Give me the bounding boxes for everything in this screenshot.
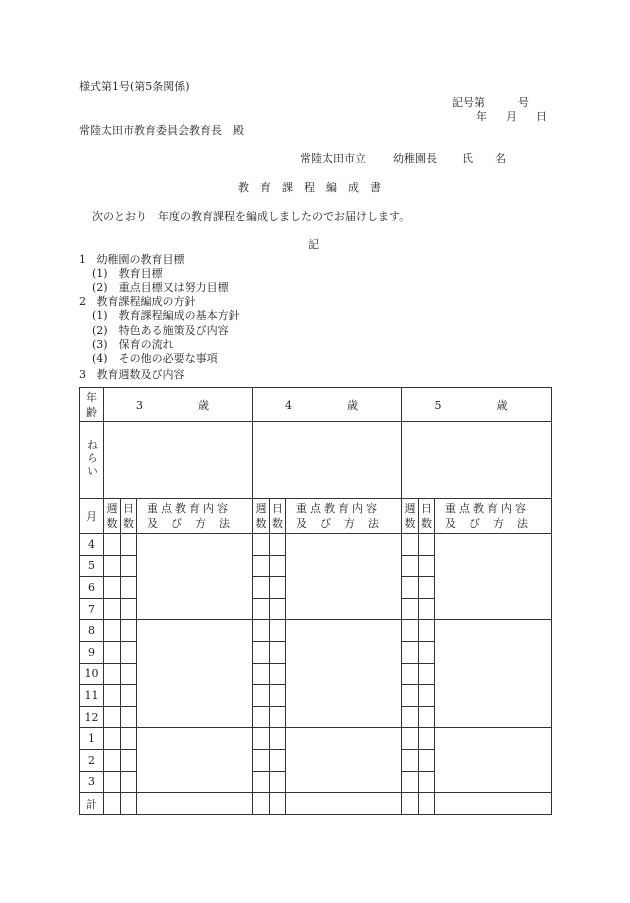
month-cell bbox=[80, 685, 104, 707]
weeks-cell[interactable] bbox=[402, 598, 419, 620]
content-header-line1: 重点教育内容 bbox=[147, 502, 231, 515]
aims-3-cell[interactable] bbox=[104, 422, 253, 499]
section-number: 2 bbox=[79, 295, 86, 308]
weeks-cell[interactable] bbox=[253, 641, 270, 663]
weeks-cell[interactable] bbox=[104, 620, 121, 642]
content-cell[interactable] bbox=[137, 620, 253, 728]
intro-text: 次のとおり 年度の教育課程を編成しましたのでお届けします。 bbox=[92, 210, 411, 223]
sender-school: 幼稚園長 bbox=[393, 152, 437, 165]
month-cell bbox=[80, 771, 104, 793]
month-row bbox=[80, 728, 552, 750]
section-heading: 教育週数及び内容 bbox=[96, 368, 185, 381]
weeks-cell[interactable] bbox=[253, 555, 270, 577]
total-row bbox=[80, 793, 552, 815]
days-cell[interactable] bbox=[419, 728, 435, 750]
age-5-cell bbox=[402, 388, 552, 422]
aims-row bbox=[80, 422, 552, 499]
section-item: (2) 特色ある施策及び内容 bbox=[92, 324, 229, 337]
section-item: (1) 教育目標 bbox=[92, 267, 163, 280]
month-cell bbox=[80, 598, 104, 620]
month-cell bbox=[80, 555, 104, 577]
days-cell[interactable] bbox=[419, 685, 435, 707]
days-cell[interactable] bbox=[419, 555, 435, 577]
weeks-cell[interactable] bbox=[253, 620, 270, 642]
content-header-line1: 重点教育内容 bbox=[296, 502, 381, 515]
age-5-label: 5 歳 bbox=[434, 398, 519, 412]
month-label: 6 bbox=[88, 580, 95, 594]
aims-header: ねらい bbox=[85, 439, 99, 478]
days-cell[interactable] bbox=[270, 620, 286, 642]
weeks-cell[interactable] bbox=[253, 728, 270, 750]
weeks-total-cell[interactable] bbox=[104, 793, 121, 815]
days-cell[interactable] bbox=[419, 771, 435, 793]
days-header: 日数 bbox=[272, 502, 284, 530]
month-label: 11 bbox=[84, 688, 99, 702]
days-cell[interactable] bbox=[121, 534, 137, 556]
days-cell[interactable] bbox=[270, 685, 286, 707]
date-line: 年 月 日 bbox=[476, 110, 551, 123]
weeks-cell[interactable] bbox=[402, 555, 419, 577]
days-cell[interactable] bbox=[419, 749, 435, 771]
age-3-label: 3 歳 bbox=[136, 398, 220, 412]
age-row bbox=[80, 388, 552, 422]
days-cell[interactable] bbox=[270, 641, 286, 663]
section-item: (3) 保育の流れ bbox=[92, 338, 174, 351]
weeks-cell[interactable] bbox=[253, 598, 270, 620]
weeks-cell[interactable] bbox=[402, 641, 419, 663]
month-label: 3 bbox=[88, 775, 95, 789]
month-label: 9 bbox=[88, 645, 95, 659]
month-row bbox=[80, 620, 552, 642]
weeks-cell[interactable] bbox=[402, 620, 419, 642]
total-cell bbox=[80, 793, 104, 815]
month-label: 4 bbox=[88, 537, 95, 551]
weeks-cell[interactable] bbox=[402, 534, 419, 556]
section-heading: 教育課程編成の方針 bbox=[96, 295, 196, 308]
weeks-cell[interactable] bbox=[104, 641, 121, 663]
days-cell[interactable] bbox=[270, 577, 286, 599]
days-cell[interactable] bbox=[121, 620, 137, 642]
section-item: (2) 重点目標又は努力目標 bbox=[92, 281, 229, 294]
days-cell[interactable] bbox=[121, 555, 137, 577]
month-label: 2 bbox=[88, 753, 95, 767]
days-cell[interactable] bbox=[270, 555, 286, 577]
content-cell[interactable] bbox=[137, 534, 253, 620]
days-cell[interactable] bbox=[270, 749, 286, 771]
month-label: 8 bbox=[88, 624, 95, 638]
days-cell[interactable] bbox=[419, 620, 435, 642]
weeks-cell[interactable] bbox=[104, 663, 121, 685]
days-cell[interactable] bbox=[121, 749, 137, 771]
age-3-cell bbox=[104, 388, 253, 422]
weeks-cell[interactable] bbox=[104, 534, 121, 556]
form-number: 様式第1号(第5条関係) bbox=[79, 80, 190, 93]
days-cell[interactable] bbox=[270, 771, 286, 793]
days-cell[interactable] bbox=[270, 598, 286, 620]
days-cell[interactable] bbox=[419, 598, 435, 620]
age-header-cell bbox=[80, 388, 104, 422]
days-cell[interactable] bbox=[121, 598, 137, 620]
days-cell[interactable] bbox=[270, 534, 286, 556]
content-cell[interactable] bbox=[435, 534, 552, 620]
weeks-header: 週数 bbox=[106, 502, 118, 530]
content-cell[interactable] bbox=[286, 728, 402, 793]
weeks-header: 週数 bbox=[404, 502, 416, 530]
content-cell[interactable] bbox=[286, 534, 402, 620]
days-cell[interactable] bbox=[121, 685, 137, 707]
record-number: 記号第 号 bbox=[452, 96, 529, 109]
weeks-cell[interactable] bbox=[402, 771, 419, 793]
weeks-cell[interactable] bbox=[253, 663, 270, 685]
age-header: 年齢 bbox=[86, 390, 97, 419]
weeks-cell[interactable] bbox=[104, 749, 121, 771]
sender-name: 氏 名 bbox=[462, 152, 506, 165]
weeks-cell[interactable] bbox=[104, 685, 121, 707]
month-label: 1 bbox=[88, 732, 95, 746]
weeks-cell[interactable] bbox=[402, 728, 419, 750]
weeks-cell[interactable] bbox=[104, 598, 121, 620]
aims-5-cell[interactable] bbox=[402, 422, 552, 499]
month-cell bbox=[80, 749, 104, 771]
days-total-cell[interactable] bbox=[121, 793, 137, 815]
content-cell[interactable] bbox=[435, 620, 552, 728]
days-cell[interactable] bbox=[121, 706, 137, 728]
days-cell[interactable] bbox=[419, 577, 435, 599]
content-total-cell[interactable] bbox=[137, 793, 253, 815]
weeks-cell[interactable] bbox=[104, 706, 121, 728]
weeks-cell[interactable] bbox=[402, 749, 419, 771]
month-label: 10 bbox=[84, 667, 99, 681]
weeks-header: 週数 bbox=[255, 502, 267, 530]
weeks-total-cell[interactable] bbox=[253, 793, 270, 815]
month-cell bbox=[80, 641, 104, 663]
content-header-line2: 及び方法 bbox=[147, 517, 243, 530]
aims-header-cell bbox=[80, 422, 104, 499]
aims-4-cell[interactable] bbox=[253, 422, 402, 499]
content-cell[interactable] bbox=[286, 620, 402, 728]
weeks-cell[interactable] bbox=[253, 706, 270, 728]
content-cell[interactable] bbox=[435, 728, 552, 793]
weeks-cell[interactable] bbox=[104, 771, 121, 793]
weeks-cell[interactable] bbox=[253, 749, 270, 771]
days-header: 日数 bbox=[123, 502, 134, 530]
weeks-cell[interactable] bbox=[253, 534, 270, 556]
month-label: 7 bbox=[88, 602, 95, 616]
section-heading: 幼稚園の教育目標 bbox=[96, 253, 185, 266]
month-cell bbox=[80, 577, 104, 599]
weeks-total-cell[interactable] bbox=[402, 793, 419, 815]
month-cell bbox=[80, 620, 104, 642]
days-cell[interactable] bbox=[121, 771, 137, 793]
content-total-cell[interactable] bbox=[286, 793, 402, 815]
weeks-cell[interactable] bbox=[402, 663, 419, 685]
month-header: 月 bbox=[86, 510, 97, 523]
weeks-cell[interactable] bbox=[402, 685, 419, 707]
sender-city: 常陸太田市立 bbox=[300, 152, 366, 165]
days-total-cell[interactable] bbox=[419, 793, 435, 815]
days-cell[interactable] bbox=[270, 663, 286, 685]
days-cell[interactable] bbox=[121, 728, 137, 750]
weeks-cell[interactable] bbox=[402, 706, 419, 728]
days-cell[interactable] bbox=[419, 641, 435, 663]
weeks-cell[interactable] bbox=[253, 577, 270, 599]
days-cell[interactable] bbox=[419, 663, 435, 685]
days-cell[interactable] bbox=[270, 706, 286, 728]
month-cell bbox=[80, 728, 104, 750]
weeks-cell[interactable] bbox=[402, 577, 419, 599]
document-title: 教育課程編成書 bbox=[238, 181, 392, 194]
days-cell[interactable] bbox=[121, 577, 137, 599]
weeks-cell[interactable] bbox=[104, 555, 121, 577]
weeks-cell[interactable] bbox=[253, 685, 270, 707]
section-item: (1) 教育課程編成の基本方針 bbox=[92, 309, 240, 322]
month-cell bbox=[80, 706, 104, 728]
days-cell[interactable] bbox=[121, 663, 137, 685]
days-cell[interactable] bbox=[270, 728, 286, 750]
days-cell[interactable] bbox=[419, 706, 435, 728]
month-label: 12 bbox=[84, 710, 99, 724]
weeks-cell[interactable] bbox=[104, 577, 121, 599]
month-header-cell bbox=[80, 499, 104, 534]
ki-label: 記 bbox=[308, 238, 319, 251]
weeks-cell[interactable] bbox=[104, 728, 121, 750]
days-total-cell[interactable] bbox=[270, 793, 286, 815]
addressee: 常陸太田市教育委員会教育長 殿 bbox=[79, 124, 244, 137]
section-number: 3 bbox=[79, 368, 86, 381]
weeks-cell[interactable] bbox=[253, 771, 270, 793]
education-plan-table bbox=[79, 387, 552, 815]
content-header-line2: 及び方法 bbox=[296, 517, 393, 530]
age-4-cell bbox=[253, 388, 402, 422]
age-4-label: 4 歳 bbox=[285, 398, 370, 412]
column-header-row bbox=[80, 499, 552, 534]
content-header-line1: 重点教育内容 bbox=[445, 502, 530, 515]
section-item: (4) その他の必要な事項 bbox=[92, 352, 218, 365]
content-total-cell[interactable] bbox=[435, 793, 552, 815]
month-cell bbox=[80, 534, 104, 556]
month-row bbox=[80, 534, 552, 556]
content-cell[interactable] bbox=[137, 728, 253, 793]
month-label: 5 bbox=[88, 559, 95, 573]
days-cell[interactable] bbox=[419, 534, 435, 556]
content-header-line2: 及び方法 bbox=[445, 517, 542, 530]
days-header: 日数 bbox=[421, 502, 433, 530]
section-number: 1 bbox=[79, 253, 86, 266]
total-label: 計 bbox=[86, 797, 97, 811]
days-cell[interactable] bbox=[121, 641, 137, 663]
month-cell bbox=[80, 663, 104, 685]
